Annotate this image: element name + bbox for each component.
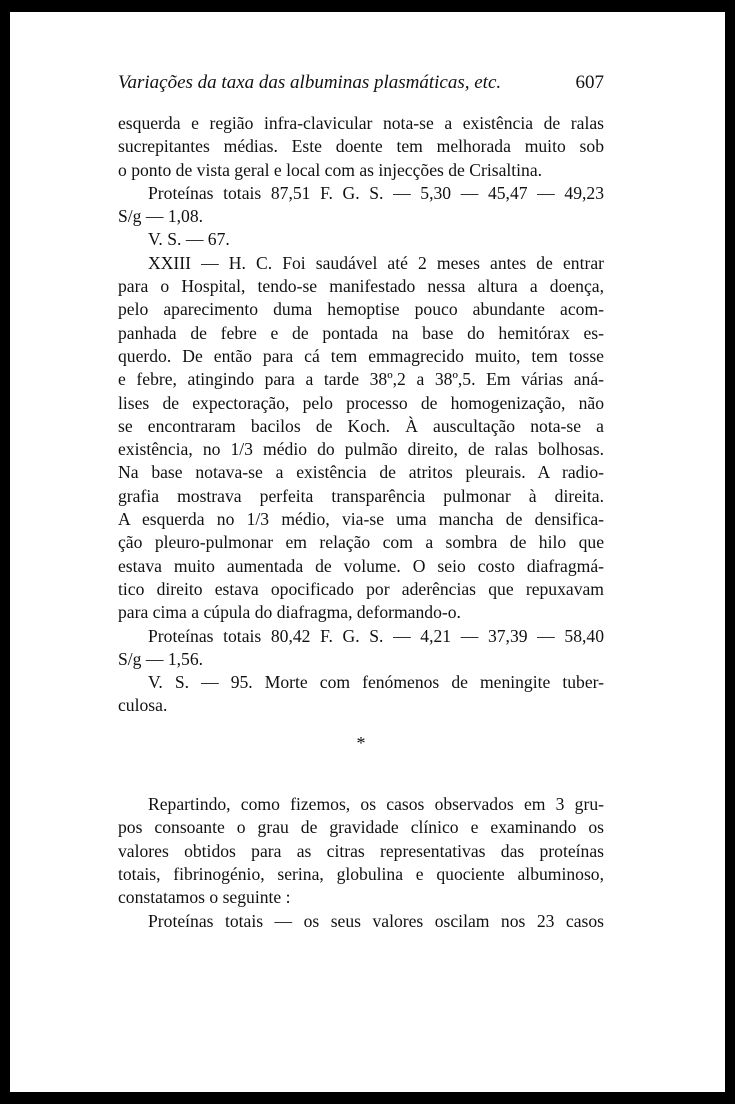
text-line: querdo. De então para cá tem emmagrecido muito, tem tosse [118,345,604,366]
text-line: totais, fibrinogénio, serina, globulina e quociente albuminoso, [118,863,604,884]
text-line: Proteínas totais — os seus valores oscilam nos 23 casos [148,910,604,931]
text-line: pelo aparecimento duma hemoptise pouco abundante acom- [118,299,604,320]
text-line: culosa. [118,695,168,716]
text-line: grafia mostrava perfeita transparência pulmonar à direita. [118,485,604,506]
text-line: valores obtidos para as citras representativas das proteínas [118,840,604,861]
running-head [118,72,604,96]
text-line: Proteínas totais 80,42 F. G. S. — 4,21 — 37,39 — 58,40 [148,625,604,646]
text-line: ção pleuro-pulmonar em relação com a sombra de hilo que [118,532,604,553]
text-line: Na base notava-se a existência de atritos pleurais. A radio- [118,462,604,483]
text-line: existência, no 1/3 médio do pulmão direito, de ralas bolhosas. [118,439,604,460]
page-number: 607 [575,72,604,93]
text-line: sucrepitantes médias. Este doente tem melhorada muito sob [118,136,604,157]
text-line: Proteínas totais 87,51 F. G. S. — 5,30 — 45,47 — 49,23 [148,182,604,203]
text-line: V. S. — 95. Morte com fenómenos de meningite tuber- [148,672,604,693]
text-line: pos consoante o grau de gravidade clínico e examinando os [118,817,604,838]
text-line: esquerda e região infra-clavicular nota-se a existência de ralas [118,113,604,133]
text-line: lises de expectoração, pelo processo de homogenização, não [118,392,604,413]
text-line: Repartindo, como fizemos, os casos observados em 3 gru- [148,794,604,815]
text-line: tico direito estava opocificado por aderências que repuxavam [118,578,604,599]
running-title: Variações da taxa das albuminas plasmáticas, etc. [118,72,502,93]
text-line: S/g — 1,56. [118,648,204,669]
text-line: constatamos o seguinte : [118,887,291,908]
text-line: estava muito aumentada de volume. O seio costo diafragmá- [118,555,604,576]
text-line: panhada de febre e de pontada na base do hemitórax es- [118,322,604,343]
text-line: A esquerda no 1/3 médio, via-se uma mancha de densifica- [118,509,604,530]
text-line: para o Hospital, tendo-se manifestado nessa altura a doença, [118,276,604,297]
text-line: para cima a cúpula do diafragma, deformando-o. [118,602,461,623]
text-line: e febre, atingindo para a tarde 38º,2 a 38º,5. Em várias aná- [118,369,604,390]
text-line: V. S. — 67. [148,229,230,250]
body-text [118,112,604,933]
book-page [10,12,725,1092]
section-separator: * [356,732,366,753]
text-line: o ponto de vista geral e local com as injecções de Crisaltina. [118,159,543,180]
text-line: se encontraram bacilos de Koch. À auscultação nota-se a [118,415,604,436]
text-line: XXIII — H. C. Foi saudável até 2 meses antes de entrar [148,252,604,273]
text-line: S/g — 1,08. [118,206,204,227]
